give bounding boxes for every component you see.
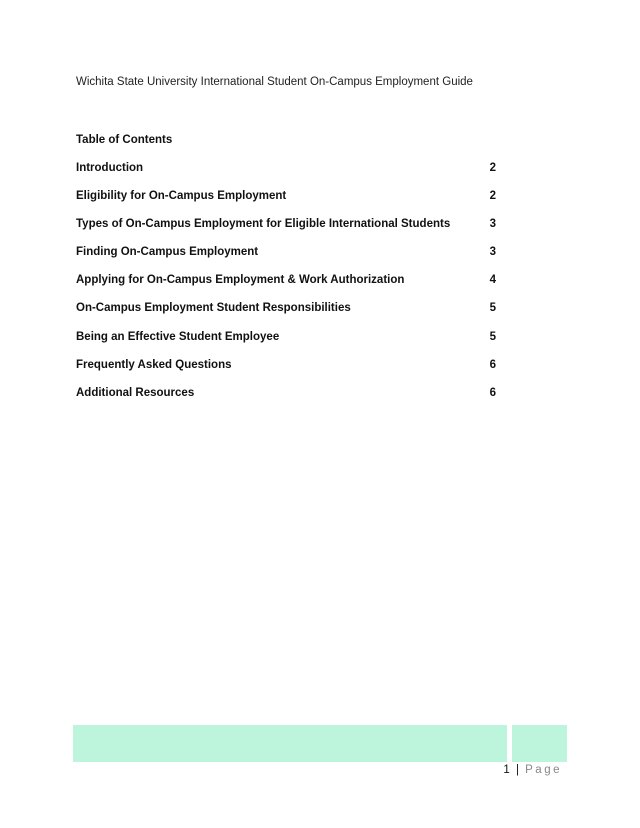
toc-entry-resources <box>76 387 496 415</box>
toc-entry-label: Being an Effective Student Employee <box>76 330 280 343</box>
toc-entry-label: Introduction <box>76 162 144 174</box>
toc-entry-label: Additional Resources <box>76 386 195 399</box>
toc-entry-introduction <box>76 162 496 190</box>
toc-entry-page: 2 <box>489 190 496 203</box>
toc-entry-types <box>76 218 496 246</box>
footer-band <box>73 725 507 762</box>
toc-entry-label: Types of On-Campus Employment for Eligible International Students <box>76 218 451 231</box>
toc-entry-responsibilities <box>76 302 496 330</box>
toc-heading: Table of Contents <box>76 134 173 146</box>
toc-entry-page: 3 <box>489 218 496 231</box>
toc-entry-page: 3 <box>489 246 496 259</box>
toc-entry-page: 5 <box>489 302 496 315</box>
toc-entry-effective-employee <box>76 331 496 359</box>
page-separator: | <box>515 764 519 776</box>
page-number: 1 <box>503 764 510 776</box>
toc-entry-page: 5 <box>489 330 496 343</box>
toc-entry-finding <box>76 246 496 274</box>
footer-band-page-box <box>512 725 567 762</box>
toc-entry-label: Frequently Asked Questions <box>76 358 232 371</box>
toc-entry-page: 6 <box>489 358 496 371</box>
toc-entry-eligibility <box>76 190 496 218</box>
page-footer <box>503 764 562 776</box>
toc-entry-faq <box>76 359 496 387</box>
toc-entry-page: 2 <box>489 162 496 174</box>
toc-entry-applying <box>76 274 496 302</box>
document-header: Wichita State University International Student On-Campus Employment Guide <box>76 76 473 88</box>
toc-entry-page: 4 <box>489 274 496 287</box>
toc-entry-label: Finding On-Campus Employment <box>76 246 259 259</box>
table-of-contents <box>76 162 496 415</box>
toc-entry-page: 6 <box>489 386 496 399</box>
toc-entry-label: Eligibility for On-Campus Employment <box>76 190 287 203</box>
toc-entry-label: On-Campus Employment Student Responsibilities <box>76 302 351 315</box>
toc-entry-label: Applying for On-Campus Employment & Work Authorization <box>76 274 405 287</box>
page-word: Page <box>525 764 562 776</box>
